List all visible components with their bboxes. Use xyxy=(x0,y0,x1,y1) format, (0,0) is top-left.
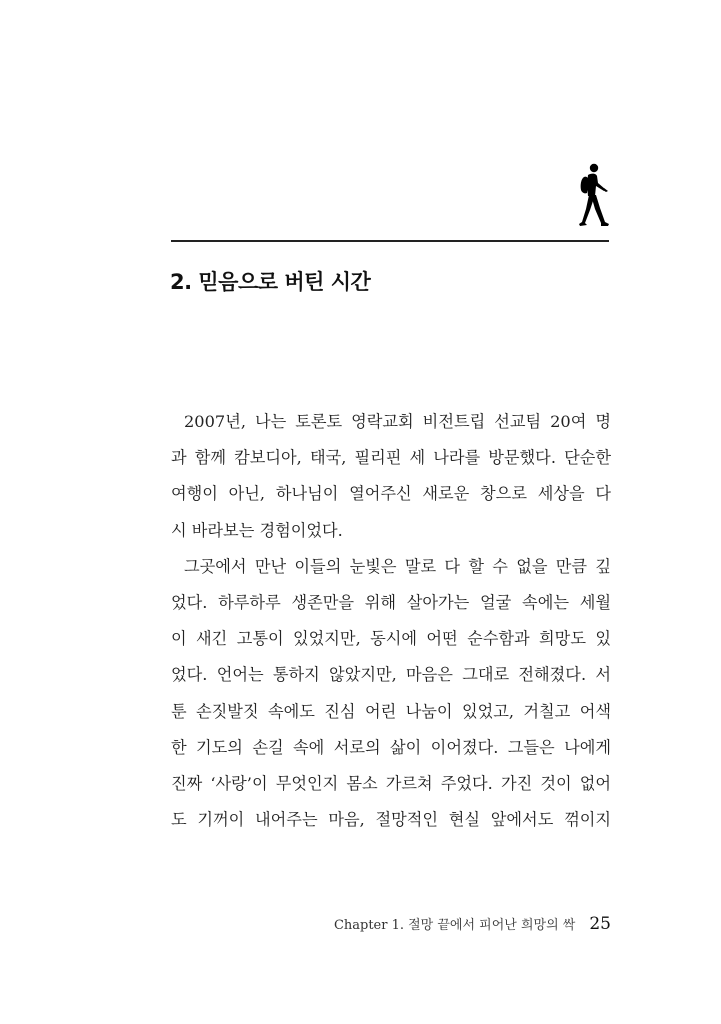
page-footer xyxy=(334,914,611,934)
paragraph-2-line-2: 었다. 하루하루 생존만을 위해 살아가는 얼굴 속에는 세월 xyxy=(171,592,611,612)
paragraph-1-line-4: 시 바라보는 경험이었다. xyxy=(171,520,343,540)
walking-hiker-icon xyxy=(575,163,611,229)
page-number: 25 xyxy=(589,914,611,934)
paragraph-2-line-6: 한 기도의 손길 속에 서로의 삶이 이어졌다. 그들은 나에게 xyxy=(171,737,611,757)
paragraph-1-line-3: 여행이 아닌, 하나님이 열어주신 새로운 창으로 세상을 다 xyxy=(171,484,611,504)
paragraph-2-line-7: 진짜 ‘사랑’이 무엇인지 몸소 가르쳐 주었다. 가진 것이 없어 xyxy=(171,773,611,793)
body-text xyxy=(171,404,611,838)
section-title: 2. 믿음으로 버틴 시간 xyxy=(170,270,371,294)
paragraph-2-line-8: 도 기꺼이 내어주는 마음, 절망적인 현실 앞에서도 꺾이지 xyxy=(171,810,611,830)
paragraph-2-line-1: 그곳에서 만난 이들의 눈빛은 말로 다 할 수 없을 만큼 깊 xyxy=(184,556,611,576)
paragraph-2-line-5: 툰 손짓발짓 속에도 진심 어린 나눔이 있었고, 거칠고 어색 xyxy=(171,701,611,721)
paragraph-1-line-2: 과 함께 캄보디아, 태국, 필리핀 세 나라를 방문했다. 단순한 xyxy=(171,448,611,468)
header-divider xyxy=(171,240,609,242)
paragraph-1-line-1: 2007년, 나는 토론토 영락교회 비전트립 선교팀 20여 명 xyxy=(184,412,611,431)
running-footer-chapter: Chapter 1. 절망 끝에서 피어난 희망의 싹 xyxy=(333,918,576,933)
paragraph-2-line-4: 었다. 언어는 통하지 않았지만, 마음은 그대로 전해졌다. 서 xyxy=(171,665,611,685)
paragraph-2-line-3: 이 새긴 고통이 있었지만, 동시에 어떤 순수함과 희망도 있 xyxy=(171,629,611,649)
